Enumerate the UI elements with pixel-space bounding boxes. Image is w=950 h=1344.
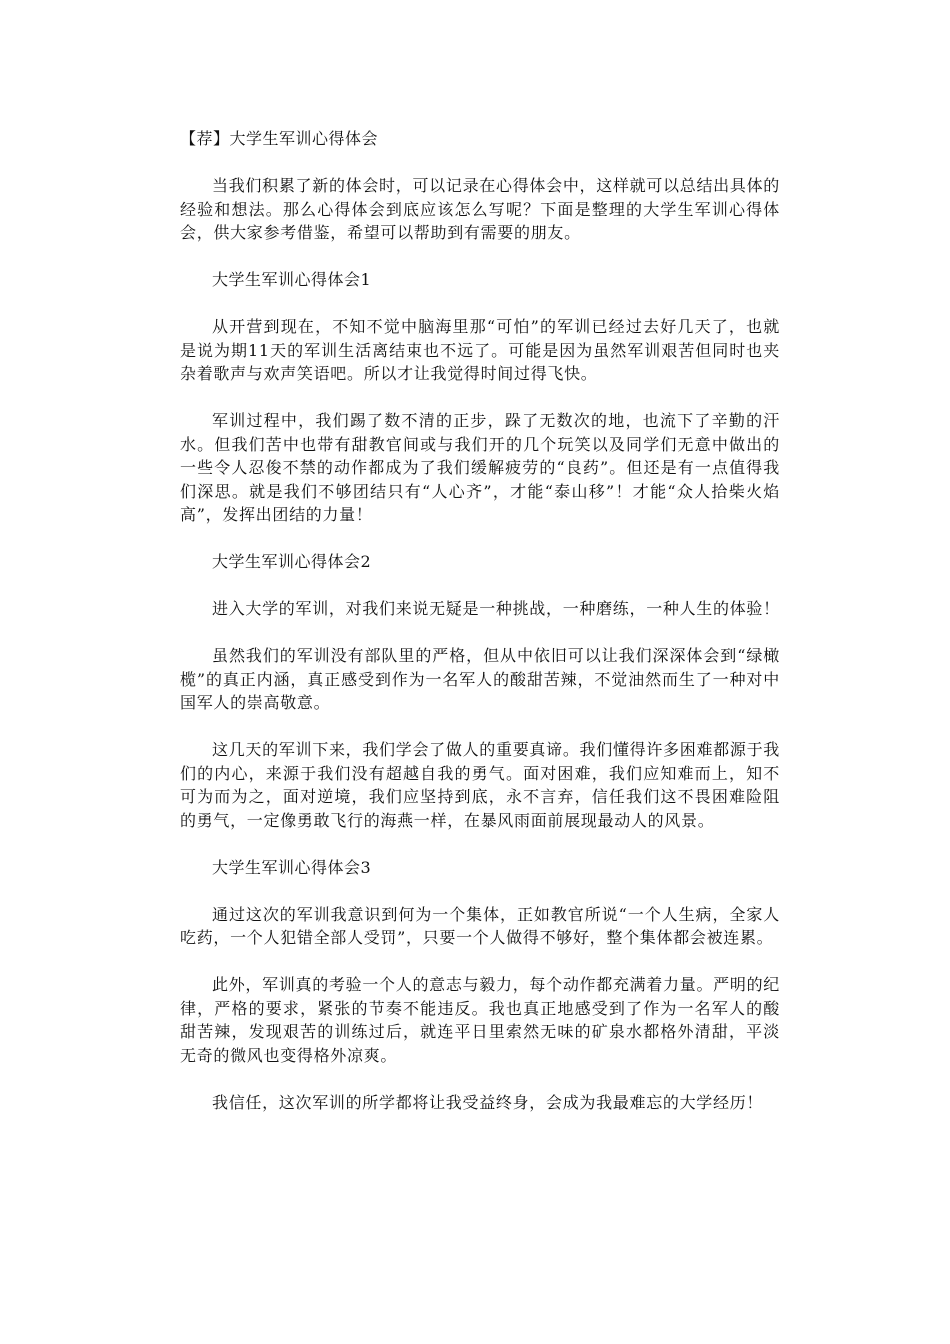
section-heading-2: 大学生军训心得体会2 — [212, 552, 372, 571]
section-2-paragraph-1: 进入大学的军训，对我们来说无疑是一种挑战，一种磨练，一种人生的体验！ — [212, 599, 780, 618]
section-3-paragraph-2: 此外，军训真的考验一个人的意志与毅力，每个动作都充满着力量。严明的纪律，严格的要求，紧张的节奏不能违反。我也真正地感受到了作为一名军人的酸甜苦辣，发现艰苦的训练过后，就连平日里索然无味的矿泉水都格外清甜，平淡无奇的微风也变得格外凉爽。 — [180, 975, 780, 1065]
section-1-paragraph-1: 从开营到现在，不知不觉中脑海里那“可怕”的军训已经过去好几天了，也就是说为期11天的军训生活离结束也不远了。可能是因为虽然军训艰苦但同时也夹杂着歌声与欢声笑语吧。所以才让我觉得时间过得飞快。 — [180, 317, 780, 383]
section-2-paragraph-2: 虽然我们的军训没有部队里的严格，但从中依旧可以让我们深深体会到“绿橄榄”的真正内涵，真正感受到作为一名军人的酸甜苦辣，不觉油然而生了一种对中国军人的崇高敬意。 — [180, 646, 780, 712]
section-3-paragraph-3: 我信任，这次军训的所学都将让我受益终身，会成为我最难忘的大学经历！ — [212, 1092, 764, 1112]
section-3-paragraph-1: 通过这次的军训我意识到何为一个集体，正如教官所说“一个人生病，全家人吃药，一个人犯错全部人受罚”，只要一个人做得不够好，整个集体都会被连累。 — [180, 904, 780, 947]
document-title: 【荐】大学生军训心得体会 — [180, 129, 379, 148]
intro-paragraph: 当我们积累了新的体会时，可以记录在心得体会中，这样就可以总结出具体的经验和想法。那么心得体会到底应该怎么写呢？下面是整理的大学生军训心得体会，供大家参考借鉴，希望可以帮助到有需要的朋友。 — [180, 176, 780, 242]
section-heading-1: 大学生军训心得体会1 — [212, 270, 372, 289]
section-heading-3: 大学生军训心得体会3 — [212, 857, 372, 877]
section-1-paragraph-2: 军训过程中，我们踢了数不清的正步，跺了无数次的地，也流下了辛勤的汗水。但我们苦中也带有甜教官间或与我们开的几个玩笑以及同学们无意中做出的一些令人忍俊不禁的动作都成为了我们缓解疲劳的“良药”。但还是有一点值得我们深思。就是我们不够团结只有“人心齐”，才能“泰山移”！才能“众人拾柴火焰高”，发挥出团结的力量！ — [180, 411, 780, 524]
section-2-paragraph-3: 这几天的军训下来，我们学会了做人的重要真谛。我们懂得许多困难都源于我们的内心，来源于我们没有超越自我的勇气。面对困难，我们应知难而上，知不可为而为之，面对逆境，我们应坚持到底，永不言弃，信任我们这不畏困难险阻的勇气，一定像勇敢飞行的海燕一样，在暴风雨面前展现最动人的风景。 — [180, 740, 780, 830]
document-body — [180, 127, 780, 1138]
